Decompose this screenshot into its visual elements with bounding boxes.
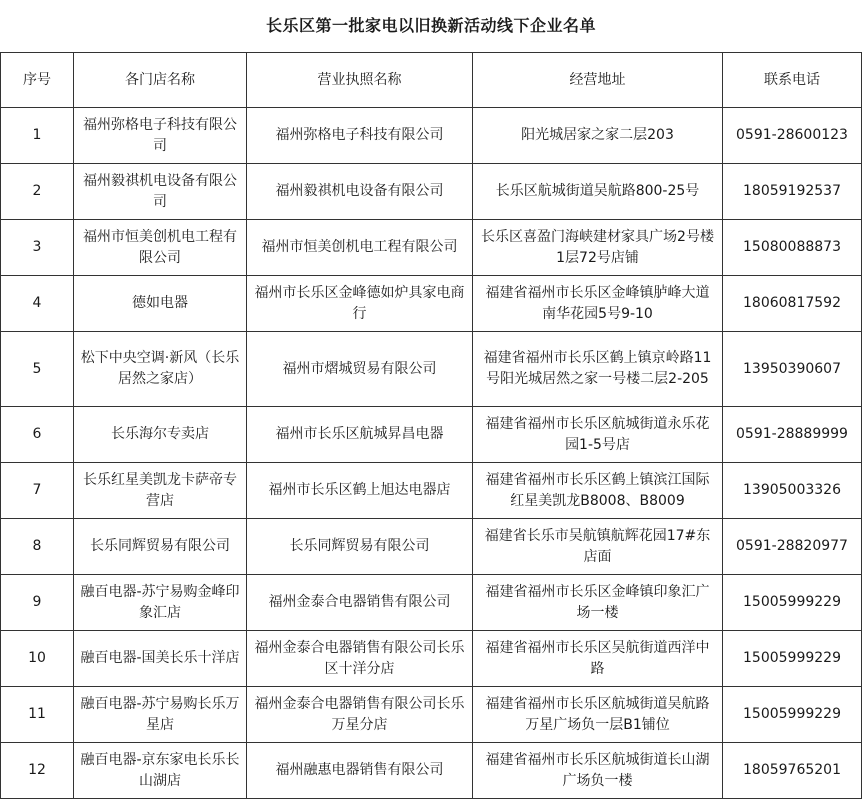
header-no: 序号 xyxy=(1,53,74,108)
cell-license: 福州市长乐区金峰德如炉具家电商行 xyxy=(247,276,473,332)
page-title: 长乐区第一批家电以旧换新活动线下企业名单 xyxy=(265,16,596,35)
cell-phone: 13905003326 xyxy=(723,463,862,519)
cell-address: 福建省长乐市吴航镇航辉花园17#东店面 xyxy=(473,519,723,575)
table-row xyxy=(1,743,862,799)
cell-no: 12 xyxy=(1,743,74,799)
table-row xyxy=(1,687,862,743)
cell-no: 2 xyxy=(1,164,74,220)
cell-no: 9 xyxy=(1,575,74,631)
cell-no: 3 xyxy=(1,220,74,276)
cell-license: 福州市恒美创机电工程有限公司 xyxy=(247,220,473,276)
cell-address: 福建省福州市长乐区吴航街道西洋中路 xyxy=(473,631,723,687)
cell-store: 融百电器-国美长乐十洋店 xyxy=(74,631,247,687)
cell-no: 11 xyxy=(1,687,74,743)
cell-store: 长乐红星美凯龙卡萨帝专营店 xyxy=(74,463,247,519)
table-row xyxy=(1,463,862,519)
cell-store: 福州毅祺机电设备有限公司 xyxy=(74,164,247,220)
cell-phone: 18059192537 xyxy=(723,164,862,220)
header-phone: 联系电话 xyxy=(723,53,862,108)
cell-no: 1 xyxy=(1,108,74,164)
cell-store: 福州弥格电子科技有限公司 xyxy=(74,108,247,164)
cell-phone: 15005999229 xyxy=(723,687,862,743)
table-row xyxy=(1,407,862,463)
table-row xyxy=(1,108,862,164)
cell-no: 6 xyxy=(1,407,74,463)
cell-store: 融百电器-苏宁易购金峰印象汇店 xyxy=(74,575,247,631)
table-row xyxy=(1,332,862,407)
table-row xyxy=(1,220,862,276)
cell-no: 8 xyxy=(1,519,74,575)
cell-address: 福建省福州市长乐区航城街道永乐花园1-5号店 xyxy=(473,407,723,463)
cell-store: 德如电器 xyxy=(74,276,247,332)
cell-address: 福建省福州市长乐区鹤上镇京岭路11号阳光城居然之家一号楼二层2-205 xyxy=(473,332,723,407)
table-row xyxy=(1,164,862,220)
table-header-row xyxy=(1,53,862,108)
cell-address: 福建省福州市长乐区金峰镇印象汇广场一楼 xyxy=(473,575,723,631)
cell-no: 4 xyxy=(1,276,74,332)
cell-license: 长乐同辉贸易有限公司 xyxy=(247,519,473,575)
cell-license: 福州金泰合电器销售有限公司长乐万星分店 xyxy=(247,687,473,743)
cell-phone: 0591-28889999 xyxy=(723,407,862,463)
cell-phone: 15080088873 xyxy=(723,220,862,276)
cell-phone: 18059765201 xyxy=(723,743,862,799)
cell-address: 长乐区航城街道吴航路800-25号 xyxy=(473,164,723,220)
cell-store: 松下中央空调·新风（长乐居然之家店） xyxy=(74,332,247,407)
cell-phone: 15005999229 xyxy=(723,575,862,631)
table-row xyxy=(1,276,862,332)
cell-store: 长乐海尔专卖店 xyxy=(74,407,247,463)
enterprise-table xyxy=(0,52,862,799)
cell-phone: 18060817592 xyxy=(723,276,862,332)
cell-phone: 13950390607 xyxy=(723,332,862,407)
cell-store: 福州市恒美创机电工程有限公司 xyxy=(74,220,247,276)
cell-address: 福建省福州市长乐区金峰镇胪峰大道南华花园5号9-10 xyxy=(473,276,723,332)
cell-no: 10 xyxy=(1,631,74,687)
cell-store: 长乐同辉贸易有限公司 xyxy=(74,519,247,575)
header-license: 营业执照名称 xyxy=(247,53,473,108)
cell-no: 7 xyxy=(1,463,74,519)
cell-address: 阳光城居家之家二层203 xyxy=(473,108,723,164)
cell-phone: 0591-28820977 xyxy=(723,519,862,575)
cell-no: 5 xyxy=(1,332,74,407)
cell-address: 福建省福州市长乐区航城街道长山湖广场负一楼 xyxy=(473,743,723,799)
cell-address: 福建省福州市长乐区鹤上镇滨江国际红星美凯龙B8008、B8009 xyxy=(473,463,723,519)
cell-address: 福建省福州市长乐区航城街道吴航路万星广场负一层B1铺位 xyxy=(473,687,723,743)
cell-store: 融百电器-京东家电长乐长山湖店 xyxy=(74,743,247,799)
cell-license: 福州弥格电子科技有限公司 xyxy=(247,108,473,164)
table-row xyxy=(1,575,862,631)
header-store: 各门店名称 xyxy=(74,53,247,108)
cell-store: 融百电器-苏宁易购长乐万星店 xyxy=(74,687,247,743)
cell-phone: 15005999229 xyxy=(723,631,862,687)
cell-license: 福州市长乐区航城昇昌电器 xyxy=(247,407,473,463)
cell-license: 福州融惠电器销售有限公司 xyxy=(247,743,473,799)
table-row xyxy=(1,519,862,575)
cell-license: 福州毅祺机电设备有限公司 xyxy=(247,164,473,220)
header-address: 经营地址 xyxy=(473,53,723,108)
table-row xyxy=(1,631,862,687)
cell-phone: 0591-28600123 xyxy=(723,108,862,164)
cell-license: 福州金泰合电器销售有限公司 xyxy=(247,575,473,631)
cell-license: 福州市长乐区鹤上旭达电器店 xyxy=(247,463,473,519)
cell-license: 福州金泰合电器销售有限公司长乐区十洋分店 xyxy=(247,631,473,687)
cell-license: 福州市熠城贸易有限公司 xyxy=(247,332,473,407)
cell-address: 长乐区喜盈门海峡建材家具广场2号楼1层72号店铺 xyxy=(473,220,723,276)
